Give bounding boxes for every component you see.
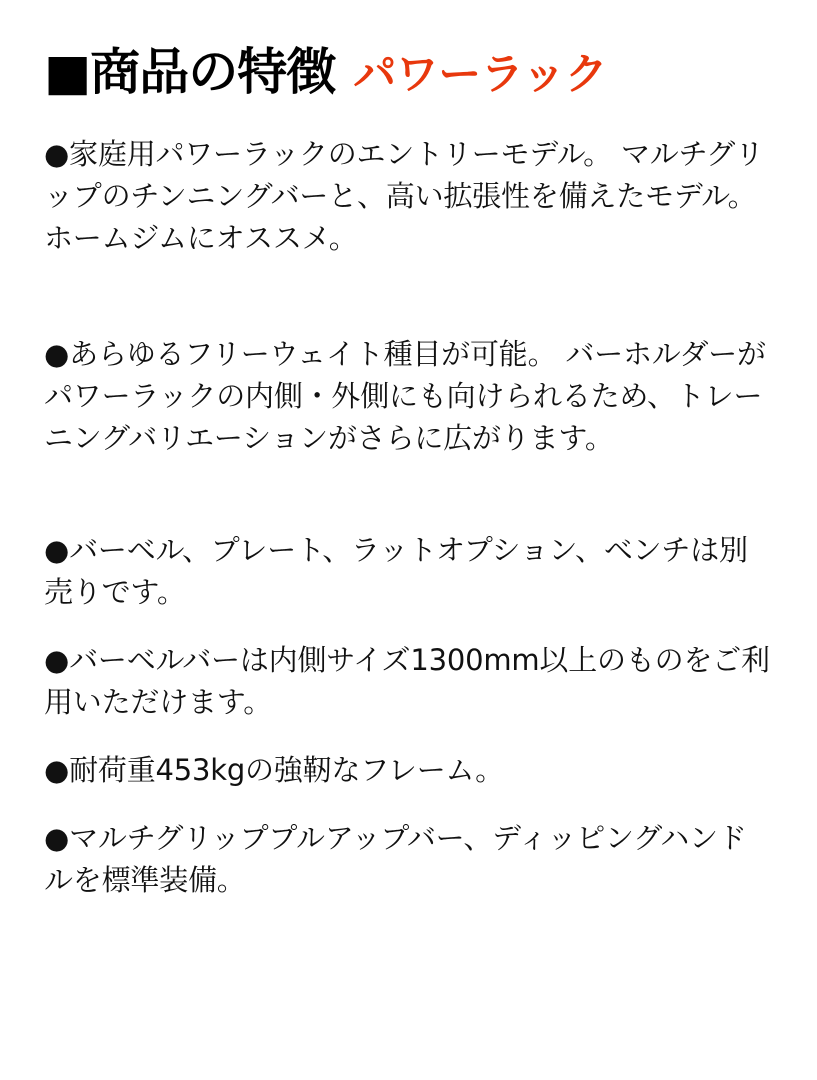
spacer	[44, 459, 773, 529]
spacer	[44, 791, 773, 817]
feature-item-entry-model: ●家庭用パワーラックのエントリーモデル。 マルチグリップのチンニングバーと、高い拡張性を備えたモデル。 ホームジムにオススメ。	[44, 136, 764, 255]
feature-item-barbell-size: ●バーベルバーは内側サイズ1300mm以上のものをご利用いただけます。	[44, 642, 770, 719]
section-bullet-square-icon: ■	[44, 43, 91, 101]
feature-item-sold-separately: ●バーベル、プレート、ラットオプション、ベンチは別売りです。	[44, 532, 748, 609]
page-title-sub: パワーラック	[353, 50, 608, 100]
feature-item-free-weight: ●あらゆるフリーウェイト種目が可能。 バーホルダーがパワーラックの内側・外側にも向けられるため、トレーニングバリエーションがさらに広がります。	[44, 336, 766, 455]
spacer	[44, 723, 773, 749]
feature-item-load-capacity: ●耐荷重453kgの強靭なフレーム。	[44, 752, 504, 787]
spacer	[44, 259, 773, 333]
page-title-text: 商品の特徴	[90, 43, 336, 101]
page-title	[44, 43, 773, 101]
spacer	[44, 613, 773, 639]
feature-item-standard-equipment: ●マルチグリッププルアップバー、ディッピングハンドルを標準装備。	[44, 821, 747, 898]
page-title-main	[44, 43, 336, 101]
